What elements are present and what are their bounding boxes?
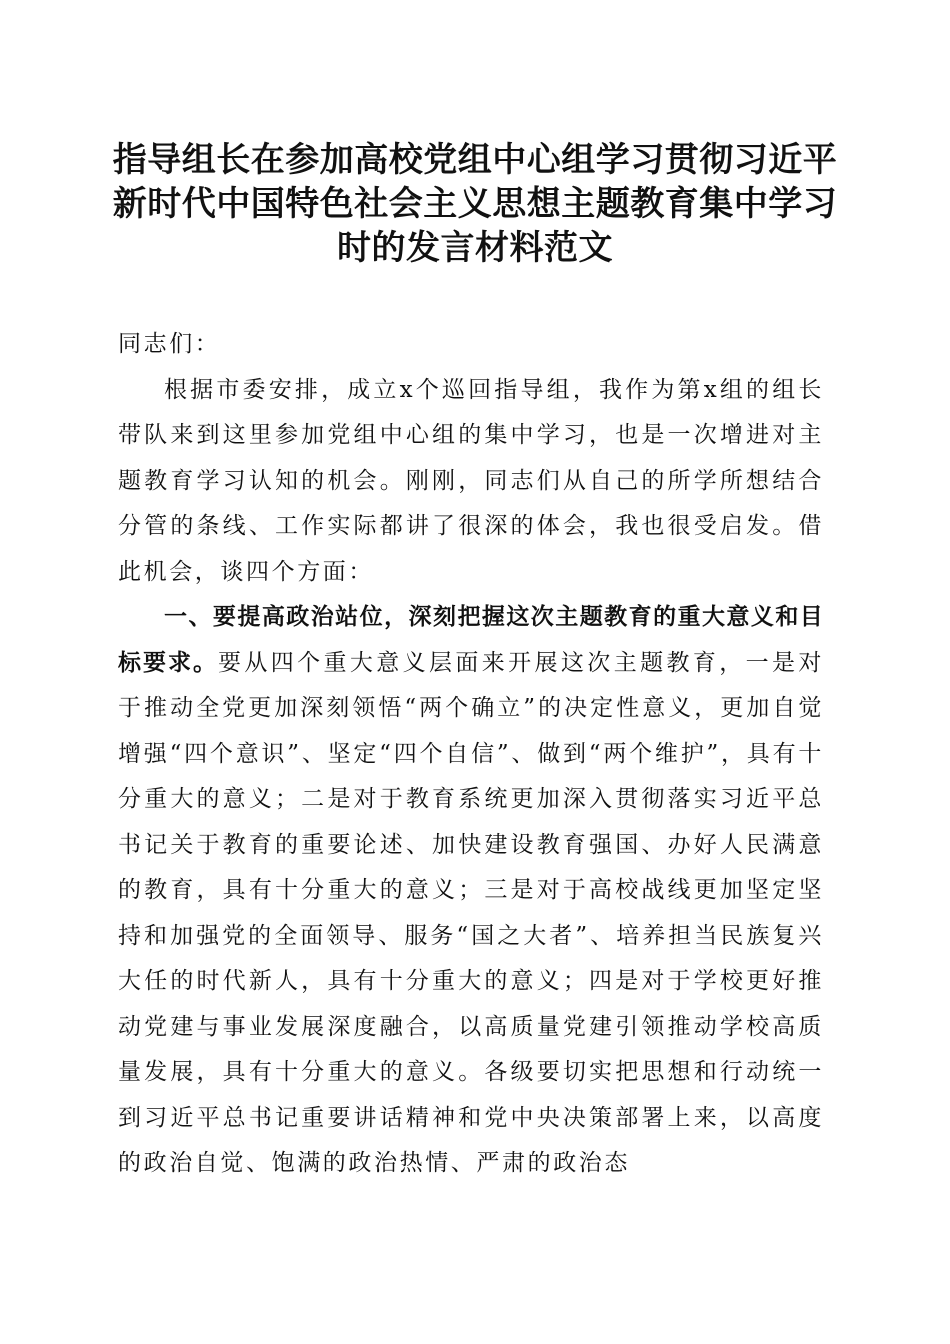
- paragraph-section-one: [118, 595, 824, 1187]
- document-body: [118, 322, 824, 1187]
- section-one-heading: 一、要提高政治站位，深刻把握这次主题教育的重大意义和目标要求。: [118, 604, 824, 676]
- paragraph-intro: [118, 368, 824, 596]
- section-one-text: 要从四个重大意义层面来开展这次主题教育，一是对于推动全党更加深刻领悟“两个确立”的决定性意义，更加自觉增强“四个意识”、坚定“四个自信”、做到“两个维护”，具有十分重大的意义；二是对于教育系统更加深入贯彻落实习近平总书记关于教育的重要论述、加快建设教育强国、办好人民满意的教育，具有十分重大的意义；三是对于高校战线更加坚定坚持和加强党的全面领导、服务“国之大者”、培养担当民族复兴大任的时代新人，具有十分重大的意义；四是对于学校更好推动党建与事业发展深度融合，以高质量党建引领推动学校高质量发展，具有十分重大的意义。各级要切实把思想和行动统一到习近平总书记重要讲话精神和党中央决策部署上来，以高度的政治自觉、饱满的政治热情、严肃的政治态: [118, 649, 824, 1176]
- salutation: 同志们：: [118, 331, 221, 357]
- document-title: 指导组长在参加高校党组中心组学习贯彻习近平新时代中国特色社会主义思想主题教育集中学习时的发言材料范文: [112, 140, 838, 268]
- paragraph-intro-text: 根据市委安排，成立x个巡回指导组，我作为第x组的组长带队来到这里参加党组中心组的集中学习，也是一次增进对主题教育学习认知的机会。刚刚，同志们从自己的所学所想结合分管的条线、工作实际都讲了很深的体会，我也很受启发。借此机会，谈四个方面：: [118, 376, 824, 585]
